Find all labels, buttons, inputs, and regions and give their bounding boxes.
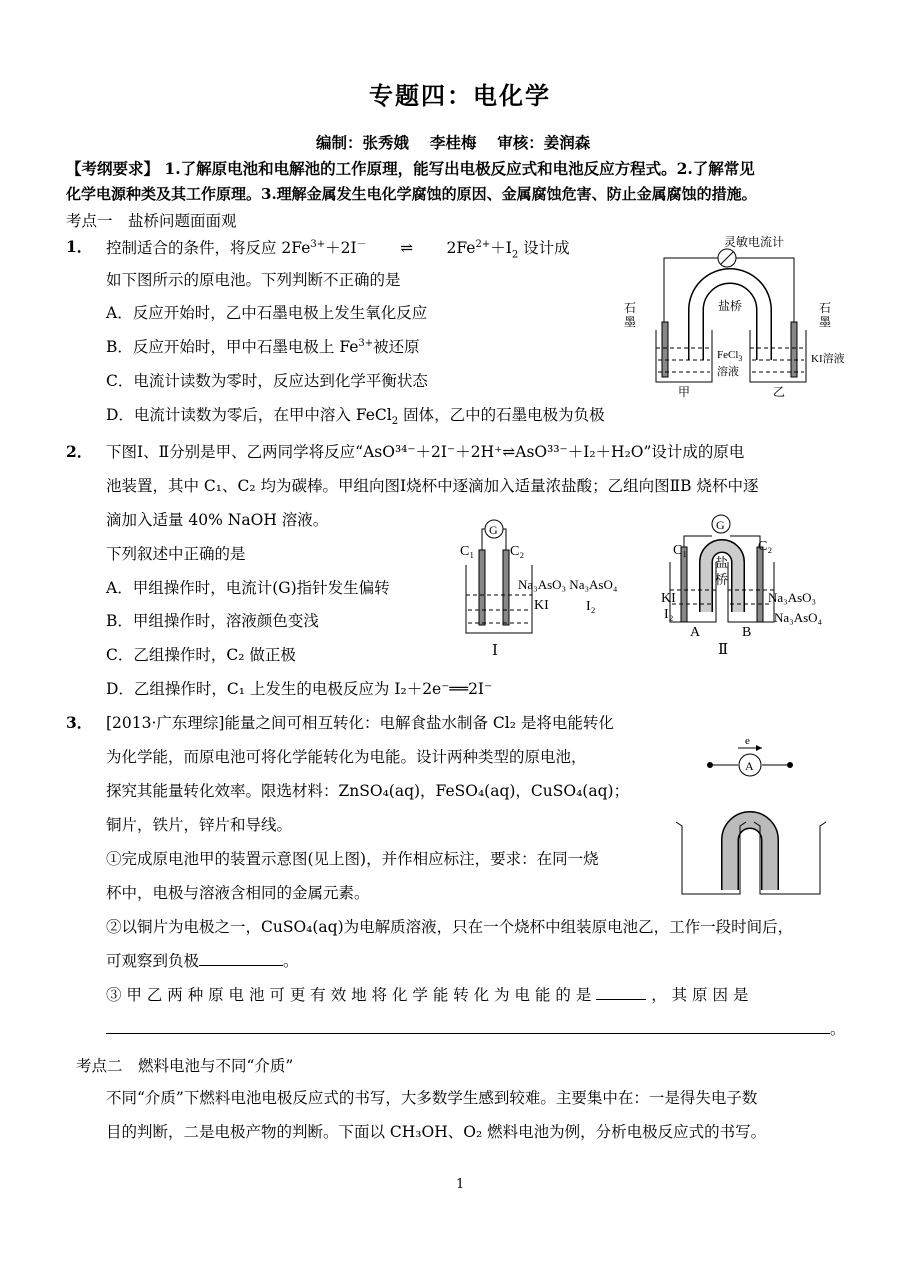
electrode-c2	[503, 550, 509, 625]
section-1-heading: 考点一 盐桥问题面面观	[66, 212, 237, 230]
ki-label: KI	[661, 591, 676, 606]
solution-label: Na₃AsO₃ Na₃AsO₄	[518, 577, 618, 592]
solution-label: Na₃AsO₄	[774, 610, 823, 625]
i2-label: I₂	[586, 599, 596, 614]
solution-label: Na₃AsO₃	[768, 590, 817, 605]
answer-blank[interactable]	[106, 1017, 830, 1034]
q3-number: 3．	[66, 713, 93, 732]
q3-line10-end: 。	[830, 1020, 846, 1038]
q1-option-d-part: D．电流计读数为零后，在甲中溶入 FeCl	[106, 406, 392, 424]
paragraph-line2: 目的判断，二是电极产物的判断。下面以 CH₃OH、O₂ 燃料电池为例，分析电极反应式的书写。	[106, 1123, 767, 1141]
right-electrode-label: 石	[819, 301, 832, 315]
q3-line9-text: ③ 甲 乙 两 种 原 电 池 可 更 有 效 地 将 化 学 能 转 化 为 电 能 的 是	[106, 986, 592, 1004]
requirements-line1: 1.了解原电池和电解池的工作原理，能写出电极反应式和电池反应方程式。2.了解常见	[159, 159, 755, 178]
q3-line9	[106, 983, 748, 1005]
q1-option-c: C．电流计读数为零时，反应达到化学平衡状态	[106, 372, 428, 390]
requirements	[66, 157, 755, 179]
fecl3-solution-label: 溶液	[717, 366, 739, 378]
salt-bridge-label: 盐	[715, 555, 729, 570]
answer-blank[interactable]	[596, 983, 646, 1000]
authors: 编制：张秀娥 李桂梅 审核：姜润森	[316, 133, 591, 152]
q3-line10	[106, 1017, 846, 1039]
beaker-b-label: B	[742, 625, 752, 640]
c1-label: C₁	[460, 544, 475, 559]
q1-stem-sup: －	[356, 239, 367, 250]
q3-line5: ①完成原电池甲的装置示意图(见上图)，并作相应标注，要求：在同一烧	[106, 850, 599, 868]
i2-label: I₂	[664, 607, 674, 622]
left-electrode-label: 石	[624, 301, 637, 315]
fecl3-sub: 3	[738, 354, 743, 363]
right-electrode-label: 墨	[819, 315, 832, 329]
q1-stem-part: 2Fe	[446, 239, 476, 258]
q1-number: 1．	[66, 237, 93, 256]
figure-1-label: Ⅰ	[492, 643, 498, 659]
salt-bridge-label: 桥	[715, 572, 729, 587]
q2-figure-2	[660, 512, 860, 662]
q3-line1: [2013·广东理综]能量之间可相互转化：电解食盐水制备 Cl₂ 是将电能转化	[106, 714, 614, 732]
q2-number: 2．	[66, 442, 93, 461]
salt-bridge-inner	[696, 276, 764, 360]
q1-option-b-sup: 3+	[358, 337, 374, 349]
galvanometer-label: G	[716, 518, 725, 532]
q1-galvanic-cell-figure	[616, 230, 861, 400]
q2-figure-1	[452, 515, 642, 665]
beaker-a-label: A	[690, 625, 701, 640]
q2-line4: 下列叙述中正确的是	[106, 545, 246, 563]
c2-label: C₂	[758, 539, 773, 554]
electrode-c1	[681, 547, 687, 622]
q2-option-a: A．甲组操作时，电流计(G)指针发生偏转	[106, 579, 390, 597]
q3-line6: 杯中，电极与溶液含相同的金属元素。	[106, 884, 370, 902]
q2-option-b: B．甲组操作时，溶液颜色变浅	[106, 612, 319, 630]
right-graphite-electrode	[791, 322, 797, 377]
q2-line2: 池装置，其中 C₁、C₂ 均为碳棒。甲组向图Ⅰ烧杯中逐滴加入适量浓盐酸；乙组向图ⅡB 烧杯中逐	[106, 477, 759, 495]
q2-line1: 下图Ⅰ、Ⅱ分别是甲、乙两同学将反应“AsO³⁴⁻＋2I⁻＋2H⁺⇌AsO³³⁻＋I₂＋H₂O”设计成的原电	[106, 443, 745, 461]
wire-terminal	[787, 762, 793, 768]
q1-option-b-part: 被还原	[373, 338, 420, 356]
c1-label: C₁	[673, 543, 688, 558]
q2-option-c: C．乙组操作时，C₂ 做正极	[106, 646, 296, 664]
q1-stem-part: ＋2I	[325, 239, 357, 258]
q3-galvanic-cell-figure	[670, 730, 850, 900]
salt-bridge-inner	[730, 820, 770, 890]
q3-line7: ②以铜片为电极之一，CuSO₄(aq)为电解质溶液，只在一个烧杯中组装原电池乙，工作一段时间后，	[106, 918, 794, 936]
q1-stem-sup: 3+	[310, 239, 326, 250]
fecl3-label	[717, 349, 742, 363]
ammeter-label: A	[745, 759, 754, 773]
beaker-yi-label: 乙	[773, 385, 786, 399]
q1-option-d-sub: 2	[391, 416, 399, 428]
requirements-label: 【考纲要求】	[66, 159, 160, 178]
q1-option-b	[106, 335, 420, 357]
section-2-heading: 考点二 燃料电池与不同“介质”	[76, 1057, 294, 1075]
beaker-jia-label: 甲	[678, 385, 691, 399]
q3-line4: 铜片，铁片，锌片和导线。	[106, 816, 293, 834]
left-electrode-label: 墨	[624, 315, 637, 329]
galvanometer-needle	[721, 252, 733, 264]
q3-line9-end: ， 其 原 因 是	[651, 986, 749, 1004]
q3-line3: 探究其能量转化效率。限选材料：ZnSO₄(aq)，FeSO₄(aq)，CuSO₄(aq)；	[106, 782, 630, 800]
q3-line8-text: 可观察到负极	[106, 952, 200, 970]
paragraph-line1: 不同“介质”下燃料电池电极反应式的书写，大多数学生感到较难。主要集中在：一是得失电子数	[106, 1089, 758, 1107]
q1-stem-sub: 2	[511, 249, 519, 261]
q1-option-d	[106, 403, 605, 427]
electrode-c1	[479, 550, 485, 625]
ki-label: KI	[534, 598, 549, 613]
page-title: 专题四：电化学	[369, 81, 551, 110]
q1-stem-part: 控制适合的条件，将反应 2Fe	[106, 239, 311, 258]
q3-line8-end: 。	[283, 952, 299, 970]
wire-terminal	[707, 762, 713, 768]
figure-2-label: Ⅱ	[718, 642, 729, 658]
q2-option-d: D．乙组操作时，C₁ 上发生的电极反应为 I₂＋2e⁻══2I⁻	[106, 680, 493, 698]
electrode-c2	[757, 547, 763, 622]
q1-stem-line1	[106, 235, 570, 260]
ki-solution-label: KI溶液	[811, 353, 845, 365]
salt-bridge-label: 盐桥	[718, 299, 743, 313]
q1-option-a: A．反应开始时，乙中石墨电极上发生氧化反应	[106, 304, 428, 322]
q3-line2: 为化学能，而原电池可将化学能转化为电能。设计两种类型的原电池，	[106, 748, 587, 766]
electron-label: e	[745, 735, 750, 747]
page-number: 1	[456, 1177, 465, 1192]
q1-stem-line2: 如下图所示的原电池。下列判断不正确的是	[106, 271, 401, 289]
q1-option-b-part: B．反应开始时，甲中石墨电极上 Fe	[106, 338, 359, 356]
answer-blank[interactable]	[199, 949, 283, 966]
fecl3-text: FeCl	[717, 349, 739, 361]
left-graphite-electrode	[662, 322, 668, 377]
q3-line8	[106, 949, 299, 971]
q1-stem-part: ＋I	[490, 239, 512, 258]
galvanometer-label: 灵敏电流计	[724, 235, 785, 249]
q1-stem-sup: 2+	[475, 239, 491, 250]
galvanometer-label: G	[489, 523, 498, 537]
equilibrium-arrow-icon: ⇌	[400, 239, 414, 258]
c2-label: C₂	[510, 544, 525, 559]
arrow-head-icon	[756, 745, 762, 751]
q1-stem-part: 设计成	[518, 239, 570, 258]
requirements-line2: 化学电源种类及其工作原理。3.理解金属发生电化学腐蚀的原因、金属腐蚀危害、防止金属腐蚀的措施。	[66, 185, 757, 203]
q2-line3: 滴加入适量 40% NaOH 溶液。	[106, 511, 329, 529]
q1-option-d-part: 固体，乙中的石墨电极为负极	[398, 406, 605, 424]
